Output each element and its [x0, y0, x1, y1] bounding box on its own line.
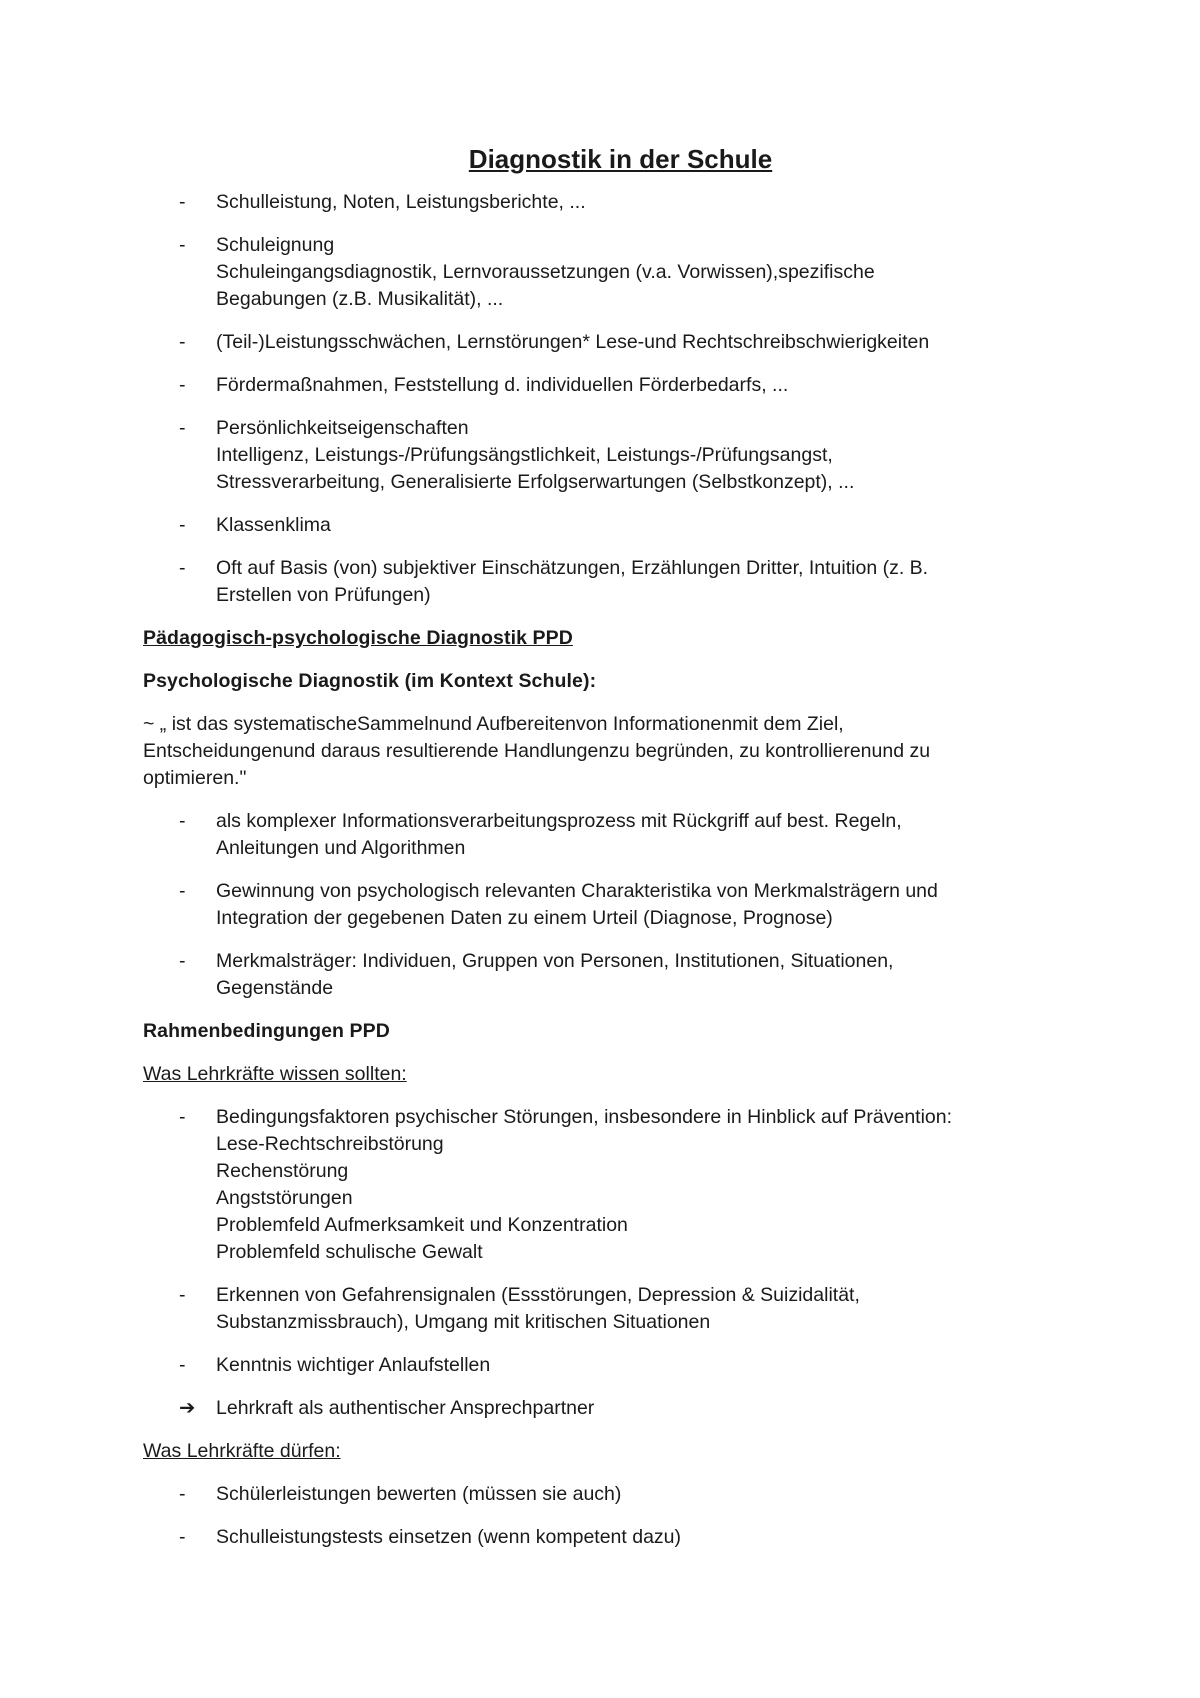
- list-item: [143, 1481, 1083, 1508]
- dash-bullet: -: [179, 374, 186, 396]
- dash-bullet: -: [179, 1284, 186, 1306]
- list-item-text: Klassenklima: [216, 514, 331, 536]
- dash-bullet: -: [179, 810, 186, 832]
- list-wissen: [143, 1104, 1083, 1422]
- list-item-text: Persönlichkeitseigenschaften: [216, 417, 469, 439]
- dash-bullet: -: [179, 514, 186, 536]
- list-item: [143, 512, 1083, 539]
- list-item-text: (Teil-)Leistungsschwächen, Lernstörungen* Lese-und Rechtschreibschwierigkeiten: [216, 331, 930, 353]
- list-item-text: Problemfeld Aufmerksamkeit und Konzentration: [216, 1214, 628, 1236]
- page-title: Diagnostik in der Schule: [468, 144, 773, 174]
- list-item: [143, 1104, 1083, 1266]
- dash-bullet: -: [179, 557, 186, 579]
- list-item: [143, 878, 1083, 932]
- dash-bullet: -: [179, 1354, 186, 1376]
- list-item-text: Merkmalsträger: Individuen, Gruppen von Personen, Institutionen, Situationen,: [216, 950, 894, 972]
- list-item-text: Problemfeld schulische Gewalt: [216, 1241, 483, 1263]
- list-item: [143, 1395, 1083, 1422]
- list-item-text: Schuleingangsdiagnostik, Lernvoraussetzungen (v.a. Vorwissen),spezifische: [216, 261, 875, 283]
- list-item: [143, 555, 1083, 609]
- list-item-text: Begabungen (z.B. Musikalität), ...: [216, 288, 504, 310]
- list-item-text: Anleitungen und Algorithmen: [216, 837, 466, 859]
- list-item-text: Kenntnis wichtiger Anlaufstellen: [216, 1354, 491, 1376]
- definition-quote: [143, 711, 1083, 792]
- list-item-text: Angststörungen: [216, 1187, 353, 1209]
- dash-bullet: -: [179, 950, 186, 972]
- list-item: [143, 1282, 1083, 1336]
- list-item-text: Integration der gegebenen Daten zu einem Urteil (Diagnose, Prognose): [216, 907, 833, 929]
- list-item: [143, 232, 1083, 313]
- list-item-text: als komplexer Informationsverarbeitungsprozess mit Rückgriff auf best. Regeln,: [216, 810, 902, 832]
- list-item: [143, 1352, 1083, 1379]
- list-item-text: Gegenstände: [216, 977, 334, 999]
- dash-bullet: -: [179, 331, 186, 353]
- list-item: [143, 415, 1083, 496]
- dash-bullet: -: [179, 191, 186, 213]
- list-item-text: Schülerleistungen bewerten (müssen sie auch): [216, 1483, 622, 1505]
- dash-bullet: -: [179, 417, 186, 439]
- list-item: [143, 948, 1083, 1002]
- list-item-text: Schuleignung: [216, 234, 335, 256]
- list-item-text: Gewinnung von psychologisch relevanten Charakteristika von Merkmalsträgern und: [216, 880, 938, 902]
- arrow-bullet-icon: ➔: [179, 1397, 196, 1419]
- quote-line: Entscheidungenund daraus resultierende Handlungenzu begründen, zu kontrollierenund zu: [143, 740, 931, 762]
- list-item: [143, 372, 1083, 399]
- list-schule-topics: [143, 189, 1083, 609]
- list-item: [143, 808, 1083, 862]
- list-item-text: Bedingungsfaktoren psychischer Störungen, insbesondere in Hinblick auf Prävention:: [216, 1106, 953, 1128]
- dash-bullet: -: [179, 1106, 186, 1128]
- list-item-text: Oft auf Basis (von) subjektiver Einschätzungen, Erzählungen Dritter, Intuition (z. B.: [216, 557, 929, 579]
- subheading-wissen: Was Lehrkräfte wissen sollten:: [143, 1063, 407, 1085]
- heading-psychologische-diagnostik: Psychologische Diagnostik (im Kontext Schule):: [143, 670, 597, 692]
- list-duerfen: [143, 1481, 1083, 1551]
- list-item-text: Schulleistungstests einsetzen (wenn kompetent dazu): [216, 1526, 682, 1548]
- list-item-text: Lese-Rechtschreibstörung: [216, 1133, 444, 1155]
- heading-rahmenbedingungen: Rahmenbedingungen PPD: [143, 1020, 390, 1042]
- list-item-text: Schulleistung, Noten, Leistungsberichte, ...: [216, 191, 586, 213]
- dash-bullet: -: [179, 1483, 186, 1505]
- list-item: [143, 329, 1083, 356]
- list-item: [143, 1524, 1083, 1551]
- document-content: [143, 141, 1083, 1567]
- quote-line: ~ „ ist das systematischeSammelnund Aufbereitenvon Informationenmit dem Ziel,: [143, 713, 844, 735]
- quote-line: optimieren.": [143, 767, 247, 789]
- list-item-text: Stressverarbeitung, Generalisierte Erfolgserwartungen (Selbstkonzept), ...: [216, 471, 855, 493]
- dash-bullet: -: [179, 234, 186, 256]
- list-item-text: Lehrkraft als authentischer Ansprechpartner: [216, 1397, 595, 1419]
- dash-bullet: -: [179, 1526, 186, 1548]
- list-item-text: Fördermaßnahmen, Feststellung d. individuellen Förderbedarfs, ...: [216, 374, 789, 396]
- dash-bullet: -: [179, 880, 186, 902]
- list-item-text: Erkennen von Gefahrensignalen (Essstörungen, Depression & Suizidalität,: [216, 1284, 860, 1306]
- list-item-text: Erstellen von Prüfungen): [216, 584, 431, 606]
- list-item-text: Intelligenz, Leistungs-/Prüfungsängstlichkeit, Leistungs-/Prüfungsangst,: [216, 444, 833, 466]
- list-diagnostik-aspects: [143, 808, 1083, 1002]
- subheading-duerfen: Was Lehrkräfte dürfen:: [143, 1440, 341, 1462]
- list-item-text: Substanzmissbrauch), Umgang mit kritischen Situationen: [216, 1311, 711, 1333]
- heading-ppd: Pädagogisch-psychologische Diagnostik PPD: [143, 627, 573, 649]
- list-item: [143, 189, 1083, 216]
- list-item-text: Rechenstörung: [216, 1160, 349, 1182]
